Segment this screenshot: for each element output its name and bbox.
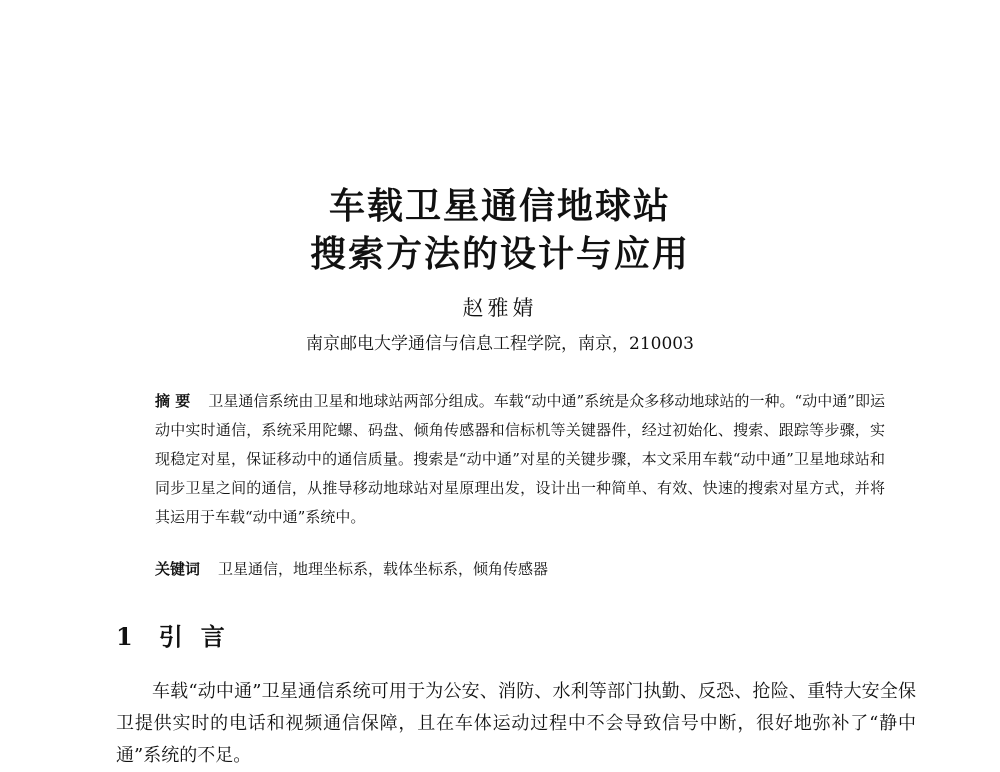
section-title: 引言 xyxy=(158,623,243,651)
section-number: 1 xyxy=(116,622,133,651)
author-affiliation: 南京邮电大学通信与信息工程学院，南京，210003 xyxy=(306,334,694,354)
keywords-label: 关键词 xyxy=(155,560,201,578)
body-text xyxy=(116,676,916,772)
author-name: 赵雅婧 xyxy=(462,296,538,320)
keywords-text: 卫星通信，地理坐标系，载体坐标系，倾角传感器 xyxy=(218,560,549,578)
abstract-text: 卫星通信系统由卫星和地球站两部分组成。车载“动中通”系统是众多移动地球站的一种。“动中通”即运动中实时通信，系统采用陀螺、码盘、倾角传感器和信标机等关键器件，经过初始化、搜索、跟踪等步骤，实现稳定对星，保证移动中的通信质量。搜索是“动中通”对星的关键步骤，本文采用车载“动中通”卫星地球站和同步卫星之间的通信，从推导移动地球站对星原理出发，设计出一种简单、有效、快速的搜索对星方式，并将其运用于车载“动中通”系统中。 xyxy=(155,392,885,526)
abstract-block xyxy=(155,387,885,532)
paper-title-line1: 车载卫星通信地球站 xyxy=(328,186,671,227)
body-paragraph: 车载“动中通”卫星通信系统可用于为公安、消防、水利等部门执勤、反恐、抢险、重特大安全保卫提供实时的电话和视频通信保障，且在车体运动过程中不会导致信号中断，很好地弥补了“静中通”系统的不足。 xyxy=(116,681,916,766)
abstract-label: 摘 要 xyxy=(155,392,191,410)
paper-title-line2: 搜索方法的设计与应用 xyxy=(309,234,690,275)
keywords-block xyxy=(155,558,885,579)
section-heading xyxy=(116,617,243,652)
